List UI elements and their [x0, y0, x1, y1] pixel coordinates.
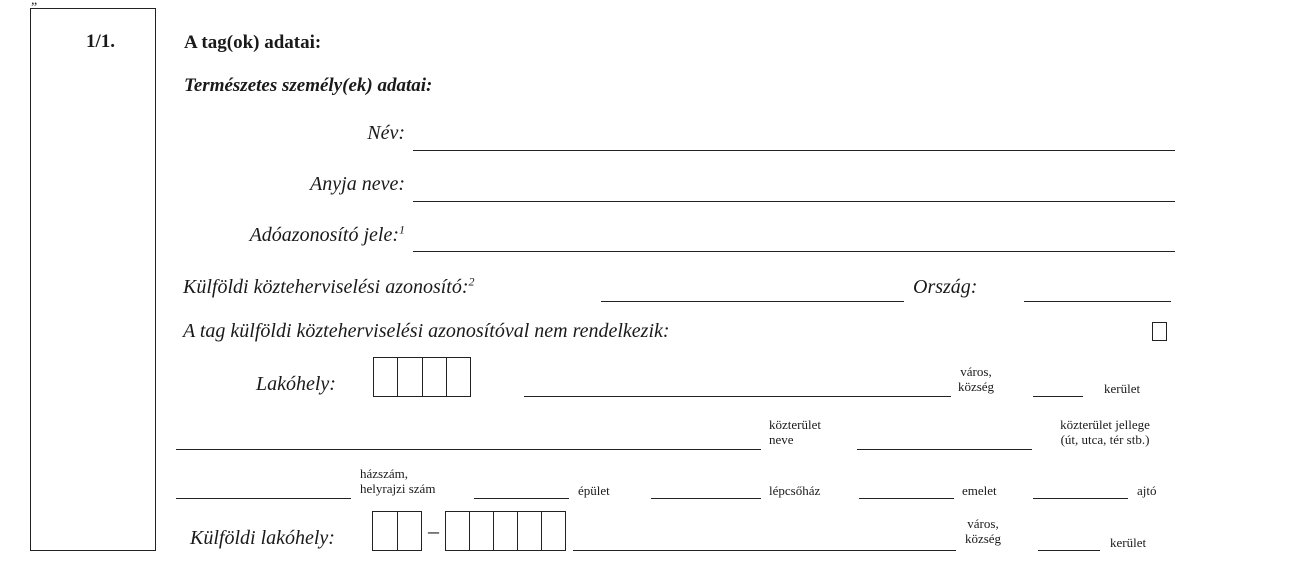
building-field[interactable]: [474, 498, 569, 499]
foreign-district-caption: kerület: [1110, 535, 1147, 550]
house-number-caption-line2: helyrajzi szám: [360, 481, 436, 496]
building-caption: épület: [578, 483, 610, 498]
foreign-postcode-boxes[interactable]: [445, 511, 566, 551]
tax-id-field[interactable]: [413, 251, 1175, 252]
postcode-digit-box[interactable]: [374, 358, 398, 396]
opening-quote-mark: „: [31, 0, 38, 8]
foreign-tax-id-field[interactable]: [601, 301, 904, 302]
foreign-postcode-digit-box[interactable]: [542, 512, 565, 550]
foreign-city-caption-line1: város,: [967, 516, 999, 531]
mother-name-field[interactable]: [413, 201, 1175, 202]
residence-city-caption: [953, 364, 999, 394]
country-code-digit-box[interactable]: [398, 512, 422, 550]
residence-city-caption-line2: község: [957, 379, 995, 394]
foreign-tax-id-label: [183, 276, 475, 299]
door-caption: ajtó: [1137, 483, 1157, 498]
subsection-title: Természetes személy(ek) adatai:: [184, 75, 433, 96]
foreign-tax-id-footnote: 2: [468, 274, 475, 289]
country-code-digit-box[interactable]: [373, 512, 398, 550]
street-name-caption-line1: közterület: [769, 417, 821, 432]
no-foreign-id-checkbox[interactable]: [1152, 322, 1167, 341]
residence-district-field[interactable]: [1033, 396, 1083, 397]
foreign-residence-label: Külföldi lakóhely:: [190, 527, 335, 549]
foreign-postcode-digit-box[interactable]: [494, 512, 518, 550]
no-foreign-id-label: A tag külföldi közteherviselési azonosítóval nem rendelkezik:: [183, 320, 670, 342]
mother-name-label: Anyja neve:: [310, 173, 405, 195]
staircase-field[interactable]: [651, 498, 761, 499]
section-number: 1/1.: [86, 31, 116, 52]
house-number-field[interactable]: [176, 498, 351, 499]
name-field[interactable]: [413, 150, 1175, 151]
residence-district-caption: kerület: [1104, 381, 1141, 396]
foreign-postcode-digit-box[interactable]: [470, 512, 494, 550]
street-name-field[interactable]: [176, 449, 761, 450]
street-type-field[interactable]: [857, 449, 1032, 450]
foreign-district-field[interactable]: [1038, 550, 1100, 551]
floor-caption: emelet: [962, 483, 997, 498]
residence-city-field[interactable]: [524, 396, 951, 397]
residence-postcode-boxes[interactable]: [373, 357, 471, 397]
residence-city-caption-line1: város,: [960, 364, 992, 379]
section-number-column: [30, 8, 156, 551]
street-name-caption: [769, 417, 821, 447]
tax-id-footnote: 1: [399, 222, 405, 237]
house-number-caption: [360, 466, 435, 496]
foreign-city-field[interactable]: [573, 550, 956, 551]
foreign-postcode-digit-box[interactable]: [446, 512, 470, 550]
country-code-separator: –: [428, 518, 439, 543]
tax-id-label-text: Adóazonosító jele:: [249, 224, 399, 246]
section-title: A tag(ok) adatai:: [184, 32, 322, 53]
foreign-city-caption: [960, 516, 1006, 546]
postcode-digit-box[interactable]: [398, 358, 422, 396]
residence-label: Lakóhely:: [256, 373, 336, 395]
floor-field[interactable]: [859, 498, 954, 499]
foreign-tax-id-label-text: Külföldi közteherviselési azonosító:: [183, 276, 469, 298]
street-type-caption-line1: közterület jellege: [1060, 417, 1150, 432]
tax-id-label: [250, 224, 405, 247]
foreign-postcode-digit-box[interactable]: [518, 512, 542, 550]
door-field[interactable]: [1033, 498, 1128, 499]
name-label: Név:: [367, 122, 405, 144]
foreign-city-caption-line2: község: [964, 531, 1002, 546]
postcode-digit-box[interactable]: [423, 358, 447, 396]
postcode-digit-box[interactable]: [447, 358, 470, 396]
country-label: Ország:: [913, 276, 978, 298]
staircase-caption: lépcsőház: [769, 483, 821, 498]
street-type-caption-line2: (út, utca, tér stb.): [1060, 432, 1150, 447]
country-field[interactable]: [1024, 301, 1171, 302]
street-type-caption: [1040, 417, 1170, 447]
house-number-caption-line1: házszám,: [360, 466, 409, 481]
foreign-country-code-boxes[interactable]: [372, 511, 422, 551]
street-name-caption-line2: neve: [769, 432, 794, 447]
